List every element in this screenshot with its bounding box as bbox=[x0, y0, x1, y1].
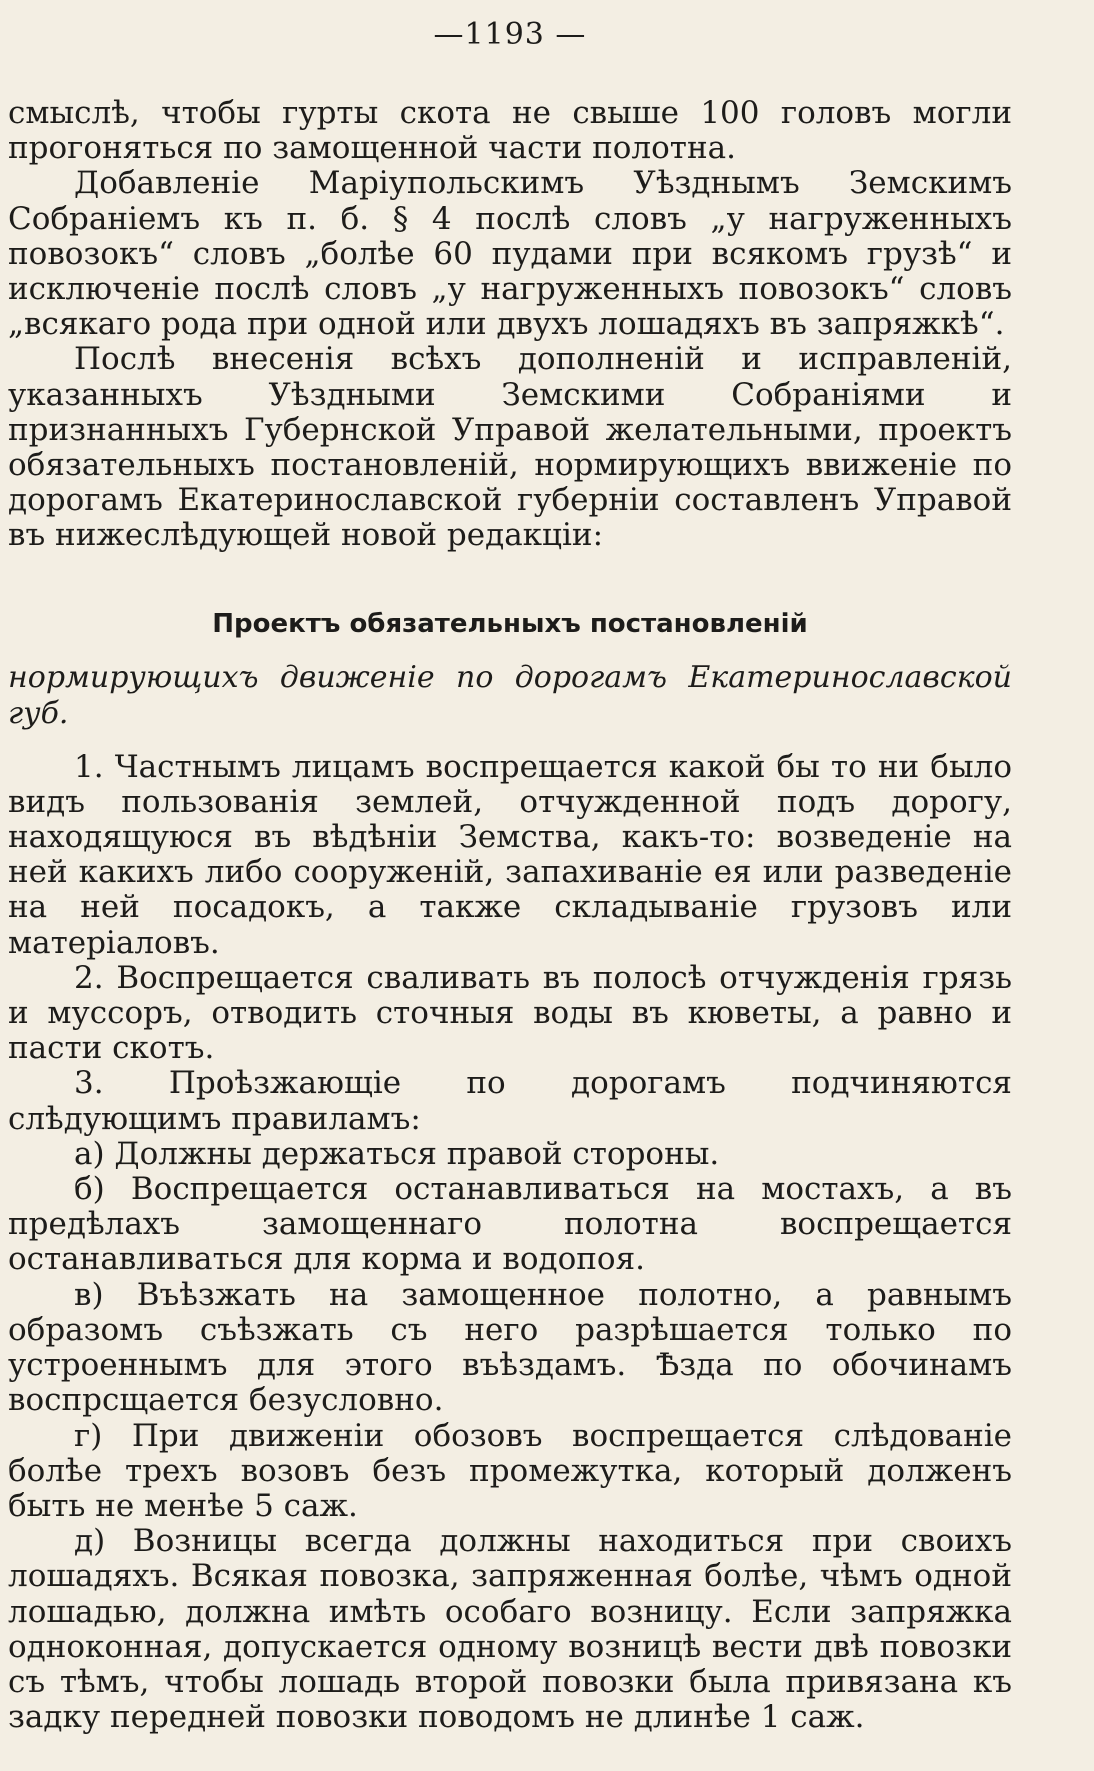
rule-1: 1. Частнымъ лицамъ воспрещается какой бы то ни было видъ пользованія землей, отчужденной подъ дорогу, находящуюся въ вѣдѣніи Земства, какъ-то: возведеніе на ней какихъ либо сооруженій, запахиваніе ея или разведеніе на ней посадокъ, а также складываніе грузовъ или матеріаловъ. bbox=[8, 748, 1012, 961]
rule-2: 2. Воспрещается сваливать въ полосѣ отчужденія грязь и муссоръ, отводить сточныя воды въ кюветы, а равно и пасти скотъ. bbox=[8, 959, 1012, 1067]
rule-3g: г) При движеніи обозовъ воспрещается слѣдованіе болѣе трехъ возовъ безъ промежутка, который долженъ быть не менѣе 5 саж. bbox=[8, 1417, 1012, 1524]
rule-3d: д) Возницы всегда должны находиться при своихъ лошадяхъ. Всякая повозка, запряженная болѣе, чѣмъ одной лошадью, должна имѣть особаго возницу. Если запряжка одноконная, допускается одному возницѣ вести двѣ повозки съ тѣмъ, чтобы лошадь второй повозки была привязана къ задку передней повозки поводомъ не длинѣе 1 саж. bbox=[8, 1523, 1012, 1736]
page-number: —1193 — bbox=[433, 17, 587, 52]
intro-section bbox=[8, 96, 1012, 554]
section-subheading: нормирующихъ движеніе по дорогамъ Екатеринославской губ. bbox=[8, 659, 1012, 731]
section-heading: Проектъ обязательныхъ постановленій bbox=[212, 608, 808, 639]
rule-3v: в) Въѣзжать на замощенное полотно, а равнымъ образомъ съѣзжать съ него разрѣшается только по устроеннымъ для этого въѣздамъ. Ѣзда по обочинамъ воспрсщается безусловно. bbox=[8, 1276, 1012, 1419]
intro-paragraph-3: Послѣ внесенія всѣхъ дополненій и исправленій, указанныхъ Уѣздными Земскими Собраніями и признанныхъ Губернской Управой желательными, проектъ обязательныхъ постановленій, нормирующихъ ввиженіе по дорогамъ Екатеринославской губерніи составленъ Управой въ нижеслѣдующей новой редакціи: bbox=[8, 341, 1012, 554]
rule-3b: б) Воспрещается останавливаться на мостахъ, а въ предѣлахъ замощеннаго полотна воспрещается останавливаться для корма и водопоя. bbox=[8, 1171, 1012, 1278]
intro-paragraph-2: Добавленіе Маріупольскимъ Уѣзднымъ Земскимъ Собраніемъ къ п. б. § 4 послѣ словъ „у нагруженныхъ повозокъ“ словъ „болѣе 60 пудами при всякомъ грузѣ“ и исключеніе послѣ словъ „у нагруженныхъ повозокъ“ словъ „всякаго рода при одной или двухъ лошадяхъ въ запряжкѣ“. bbox=[8, 165, 1012, 343]
rules-section bbox=[8, 750, 1012, 1736]
intro-paragraph-1: смыслѣ, чтобы гурты скота не свыше 100 головъ могли прогоняться по замощенной части полотна. bbox=[8, 95, 1012, 167]
rule-3a: а) Должны держаться правой стороны. bbox=[74, 1135, 720, 1172]
rule-3: 3. Проѣзжающіе по дорогамъ подчиняются слѣдующимъ правиламъ: bbox=[8, 1065, 1012, 1137]
